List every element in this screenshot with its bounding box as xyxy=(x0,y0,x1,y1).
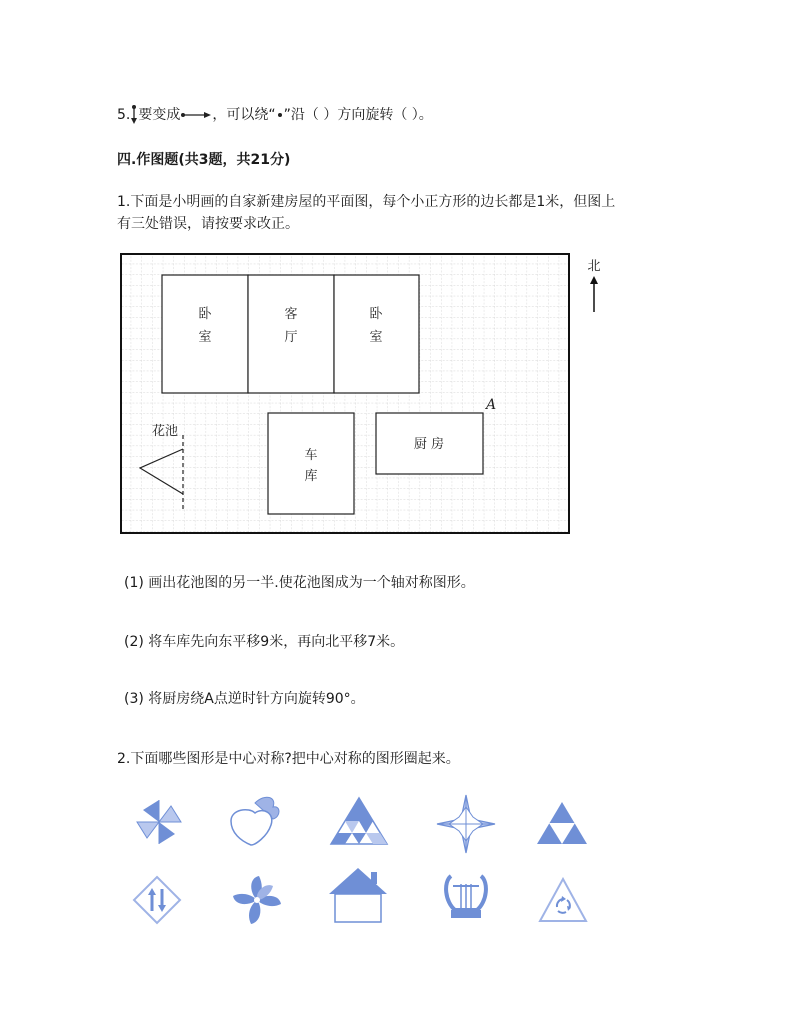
bedroom-right-label-1: 卧 xyxy=(369,307,383,322)
bedroom-left-label-1: 卧 xyxy=(198,307,212,322)
section-title: 四.作图题(共3题，共21分) xyxy=(117,152,291,168)
garage xyxy=(268,413,354,514)
kitchen-label: 厨 房 xyxy=(413,437,445,452)
q1-line1: 1.下面是小明画的自家新建房屋的平面图，每个小正方形的边长都是1米，但图上 xyxy=(117,194,616,210)
north-label: 北 xyxy=(587,259,601,274)
q2-text: 2.下面哪些图形是中心对称?把中心对称的图形圈起来。 xyxy=(117,751,460,767)
q5-text-a: 要变成 xyxy=(138,107,181,123)
traffic-arrows-icon xyxy=(132,875,182,925)
q1-line2: 有三处错误，请按要求改正。 xyxy=(117,216,299,232)
garage-label-2: 库 xyxy=(304,469,318,484)
q5-text-c: ”沿（ ）方向旋转（ ）。 xyxy=(283,107,433,123)
right-arrow-icon xyxy=(180,110,212,120)
q1-sub2: (2) 将车库先向东平移9米，再向北平移7米。 xyxy=(124,634,405,650)
bedroom-left-label-2: 室 xyxy=(198,330,212,345)
triangle-pattern-icon xyxy=(329,796,389,846)
pinwheel-icon xyxy=(129,796,189,848)
floor-plan xyxy=(120,253,570,539)
point-a-label: A xyxy=(486,397,497,413)
floor-plan-grid xyxy=(120,253,570,535)
north-arrow-icon xyxy=(586,274,602,314)
down-arrow-icon xyxy=(130,104,138,126)
bedroom-right-label-2: 室 xyxy=(369,330,383,345)
q5-text-b: ，可以绕“ xyxy=(212,107,276,123)
dot-icon xyxy=(276,110,284,120)
living-room-label-2: 厅 xyxy=(284,330,298,345)
radish-icon xyxy=(225,791,285,849)
garage-label-1: 车 xyxy=(304,448,318,463)
triforce-icon xyxy=(535,800,589,846)
q1-sub1: (1) 画出花池图的另一半.使花池图成为一个轴对称图形。 xyxy=(124,575,475,591)
lyre-icon xyxy=(441,872,491,924)
question-5 xyxy=(117,104,433,126)
north-indicator xyxy=(586,255,602,318)
living-room-label-1: 客 xyxy=(284,307,298,322)
house-icon xyxy=(327,866,389,924)
q5-number: 5. xyxy=(117,107,131,123)
flower-pond-label: 花池 xyxy=(151,424,179,439)
bauhinia-flower-icon xyxy=(229,872,285,928)
recycle-triangle-icon xyxy=(538,877,588,923)
compass-star-icon xyxy=(435,793,497,855)
q1-sub3: (3) 将厨房绕A点逆时针方向旋转90°。 xyxy=(124,691,365,707)
